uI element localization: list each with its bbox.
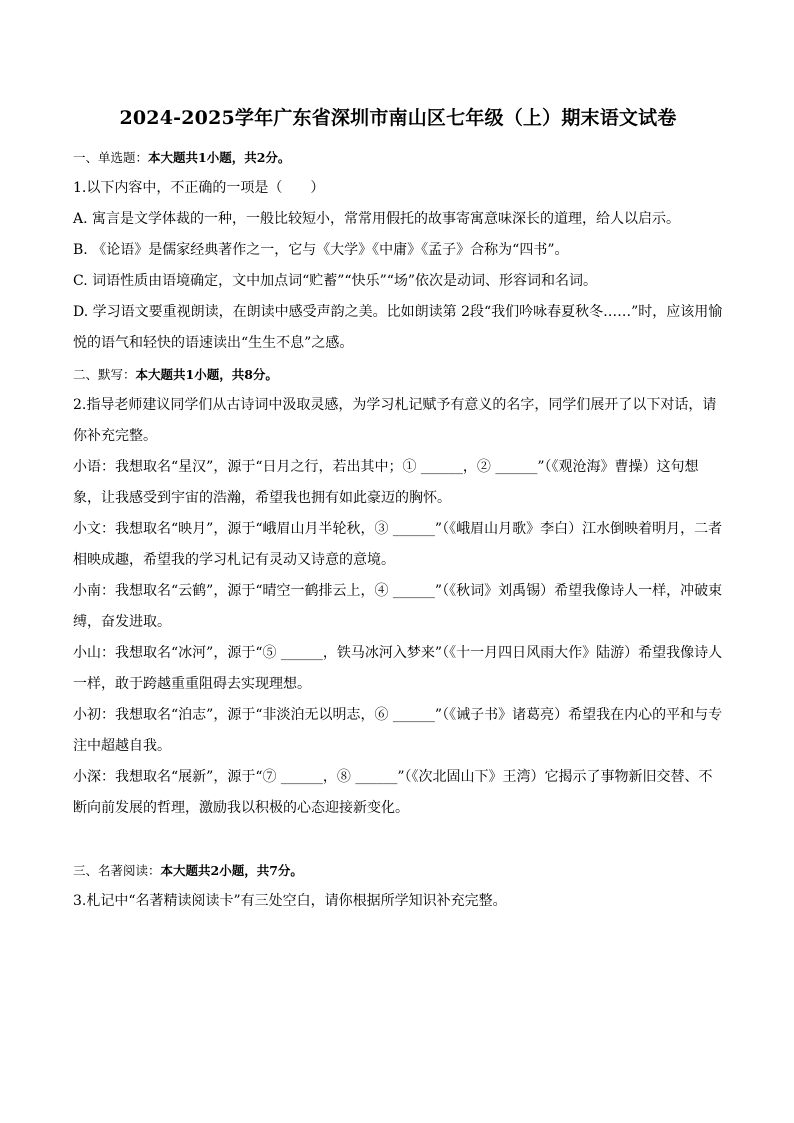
section-meta: 本大题共1小题，共8分。 [135,367,278,382]
question-1-option-a: A. 寓言是文学体裁的一种，一般比较短小，常常用假托的故事寄寓意味深长的道理，给人以启示。 [73,211,681,227]
section-name: 三、名著阅读： [73,863,161,878]
question-1-stem: 1.以下内容中，不正确的一项是（ ） [73,180,325,196]
question-1-option-c: C. 词语性质由语境确定，文中加点词“贮蓄”“快乐”“场”依次是动词、形容词和名词。 [73,273,598,289]
section-name: 二、默写： [73,367,136,382]
question-2-line: 小山：我想取名“冰河”，源于“⑤ ______，铁马冰河入梦来”（《十一月四日风雨大作》陆游）希望我像诗人一样，敢于跨越重重阻碍去实现理想。 [73,645,723,692]
question-1-option-b: B. 《论语》是儒家经典著作之一，它与《大学》《中庸》《孟子》合称为“四书”。 [73,242,569,258]
section-heading-dictation [73,359,723,390]
question-2-line: 小南：我想取名“云鹤”，源于“晴空一鹤排云上，④ ______”（《秋词》刘禹锡）希望我像诗人一样，冲破束缚，奋发进取。 [73,583,723,630]
section-heading-classic-reading [73,855,723,886]
question-2-line: 小语：我想取名“星汉”，源于“日月之行，若出其中；① ______，② ______”（《观沧海》曹操）这句想象，让我感受到宇宙的浩瀚，希望我也拥有如此豪迈的胸怀。 [73,459,699,506]
question-2-stem: 2.指导老师建议同学们从古诗词中汲取灵感，为学习札记赋予有意义的名字，同学们展开了以下对话，请你补充完整。 [73,397,717,444]
question-1-option-d: D. 学习语文要重视朗读，在朗读中感受声韵之美。比如朗读第 2段“我们吟咏春夏秋冬……”时，应该用愉悦的语气和轻快的语速读出“生生不息”之感。 [73,304,723,351]
question-2-line: 小文：我想取名“映月”，源于“峨眉山月半轮秋，③ ______”（《峨眉山月歌》李白）江水倒映着明月，二者相映成趣，希望我的学习札记有灵动又诗意的意境。 [73,521,723,568]
section-meta: 本大题共1小题，共2分。 [148,150,291,165]
question-2-line: 小初：我想取名“泊志”，源于“非淡泊无以明志，⑥ ______”（《诫子书》诸葛亮）希望我在内心的平和与专注中超越自我。 [73,707,723,754]
section-heading-single-choice [73,142,723,173]
blank-spacer [73,824,723,855]
question-3-stem: 3.札记中“名著精读阅读卡”有三处空白，请你根据所学知识补充完整。 [73,893,507,909]
exam-title: 2024-2025学年广东省深圳市南山区七年级（上）期末语文试卷 [119,107,677,129]
question-2-line: 小深：我想取名“展新”，源于“⑦ ______，⑧ ______”（《次北固山下》王湾）它揭示了事物新旧交替、不断向前发展的哲理，激励我以积极的心态迎接新变化。 [73,769,713,816]
exam-page [73,104,723,917]
section-meta: 本大题共2小题，共7分。 [160,863,303,878]
section-name: 一、单选题： [73,150,149,165]
